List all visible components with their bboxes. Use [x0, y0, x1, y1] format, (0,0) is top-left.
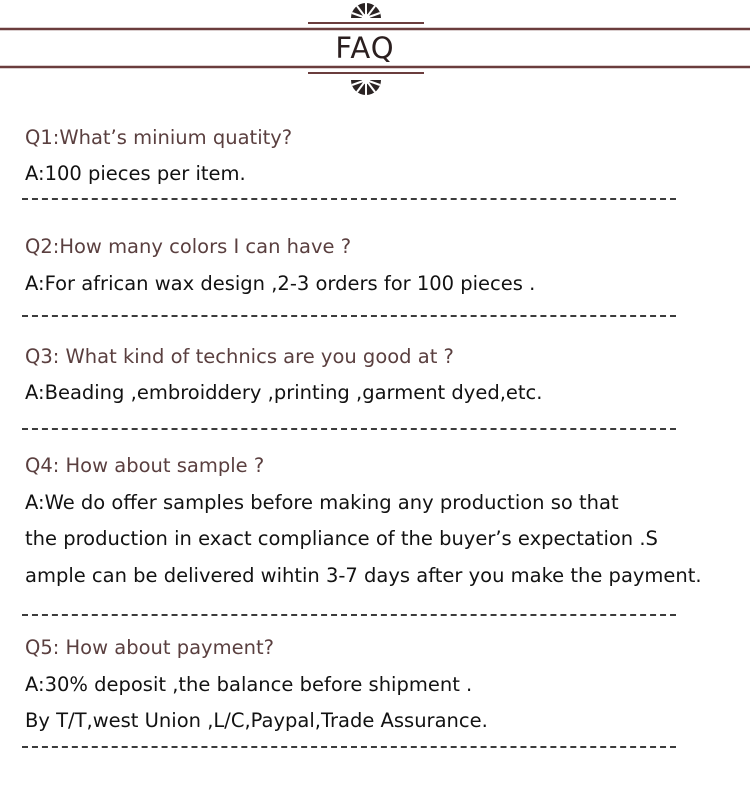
faq-question-1: Q1:What’s minium quatity?: [25, 126, 293, 149]
faq-answer-1-line-1: A:100 pieces per item.: [25, 162, 246, 185]
faq-divider-4: [22, 614, 676, 616]
faq-header: [0, 0, 750, 100]
faq-divider-3: [22, 428, 676, 430]
faq-answer-4-line-2: the production in exact compliance of the buyer’s expectation .S: [25, 527, 658, 550]
faq-divider-5: [22, 746, 676, 748]
faq-answer-4-line-1: A:We do offer samples before making any production so that: [25, 491, 619, 514]
page-title: FAQ: [335, 31, 395, 65]
faq-answer-5-line-1: A:30% deposit ,the balance before shipment .: [25, 673, 473, 696]
faq-question-3: Q3: What kind of technics are you good at ?: [25, 345, 454, 368]
faq-divider-2: [22, 315, 676, 317]
faq-answer-2-line-1: A:For african wax design ,2-3 orders for 100 pieces .: [25, 272, 536, 295]
bottom-ornament-icon: [351, 80, 381, 95]
faq-answer-5-line-2: By T/T,west Union ,L/C,Paypal,Trade Assurance.: [25, 709, 488, 732]
faq-divider-1: [22, 198, 676, 200]
faq-question-4: Q4: How about sample ?: [25, 454, 265, 477]
faq-answer-3-line-1: A:Beading ,embroiddery ,printing ,garment dyed,etc.: [25, 381, 543, 404]
faq-question-5: Q5: How about payment?: [25, 636, 274, 659]
faq-question-2: Q2:How many colors I can have ?: [25, 235, 352, 258]
faq-answer-4-line-3: ample can be delivered wihtin 3-7 days after you make the payment.: [25, 564, 702, 587]
top-ornament-icon: [351, 3, 381, 18]
